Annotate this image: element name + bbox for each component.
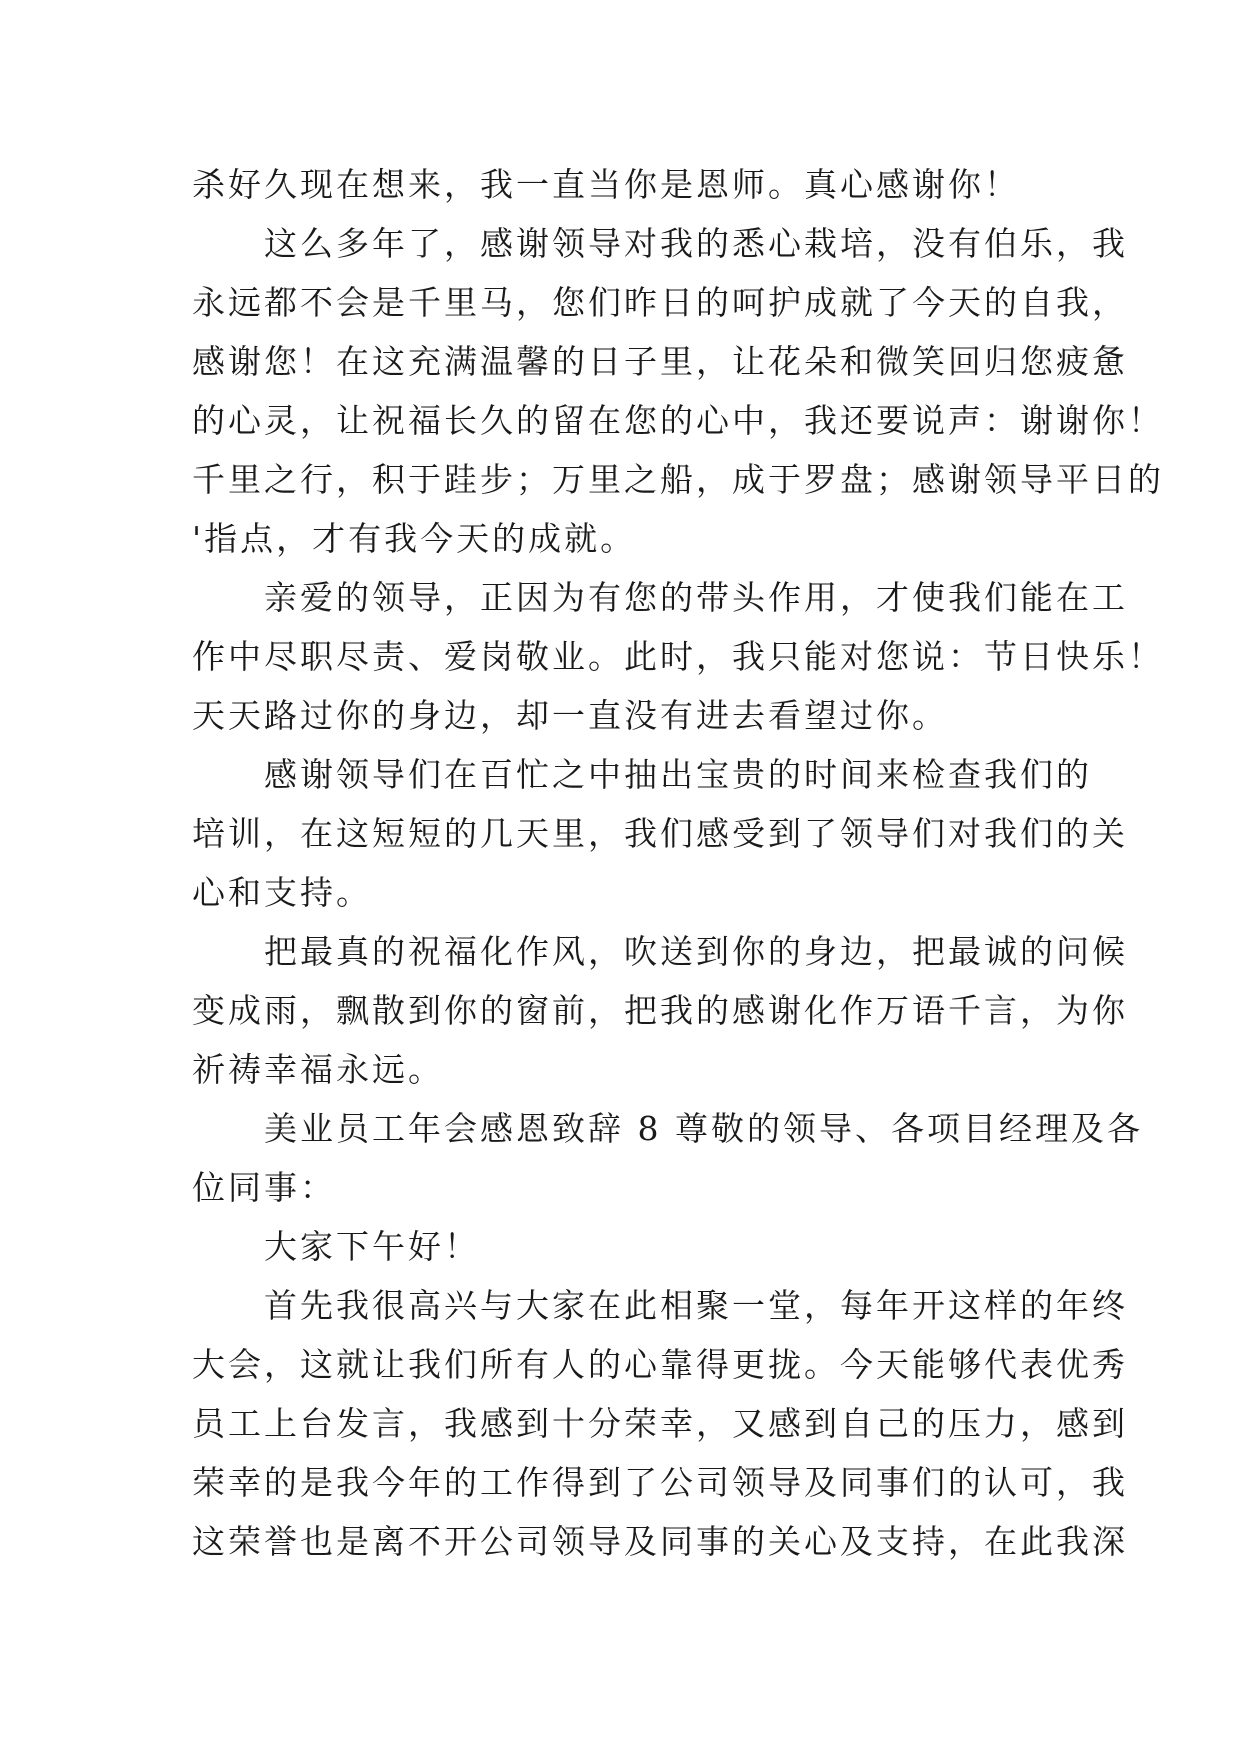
- text-line: 感谢领导们在百忙之中抽出宝贵的时间来检查我们的: [192, 755, 1092, 794]
- text-line: 天天路过你的身边，却一直没有进去看望过你。: [192, 696, 948, 735]
- text-line: 把最真的祝福化作风，吹送到你的身边，把最诚的问候: [192, 932, 1128, 971]
- text-line: 位同事：: [192, 1168, 336, 1207]
- text-line: 亲爱的领导，正因为有您的带头作用，才使我们能在工: [192, 578, 1128, 617]
- text-line: 千里之行，积于跬步；万里之船，成于罗盘；感谢领导平日的: [192, 460, 1164, 499]
- text-line: 美业员工年会感恩致辞 8 尊敬的领导、各项目经理及各: [192, 1109, 1143, 1148]
- text-line: 祈祷幸福永远。: [192, 1050, 444, 1089]
- text-line: 首先我很高兴与大家在此相聚一堂，每年开这样的年终: [192, 1286, 1128, 1325]
- text-line: 变成雨，飘散到你的窗前，把我的感谢化作万语千言，为你: [192, 991, 1128, 1030]
- text-line: 培训，在这短短的几天里，我们感受到了领导们对我们的关: [192, 814, 1128, 853]
- text-line: 大会，这就让我们所有人的心靠得更拢。今天能够代表优秀: [192, 1345, 1128, 1384]
- text-line: 感谢您！在这充满温馨的日子里，让花朵和微笑回归您疲惫: [192, 342, 1128, 381]
- text-line: 永远都不会是千里马，您们昨日的呵护成就了今天的自我，: [192, 283, 1128, 322]
- text-line: 大家下午好！: [192, 1227, 480, 1266]
- document-body: [192, 155, 1164, 1571]
- text-line: 的心灵，让祝福长久的留在您的心中，我还要说声：谢谢你！: [192, 401, 1164, 440]
- text-line: 心和支持。: [192, 873, 372, 912]
- text-line: 作中尽职尽责、爱岗敬业。此时，我只能对您说：节日快乐！: [192, 637, 1164, 676]
- text-line: 这荣誉也是离不开公司领导及同事的关心及支持，在此我深: [192, 1522, 1128, 1561]
- text-line: '指点，才有我今天的成就。: [192, 519, 637, 558]
- text-line: 荣幸的是我今年的工作得到了公司领导及同事们的认可，我: [192, 1463, 1128, 1502]
- text-line: 这么多年了，感谢领导对我的悉心栽培，没有伯乐，我: [192, 224, 1128, 263]
- text-line: 员工上台发言，我感到十分荣幸，又感到自己的压力，感到: [192, 1404, 1128, 1443]
- text-line: 杀好久现在想来，我一直当你是恩师。真心感谢你！: [192, 165, 1020, 204]
